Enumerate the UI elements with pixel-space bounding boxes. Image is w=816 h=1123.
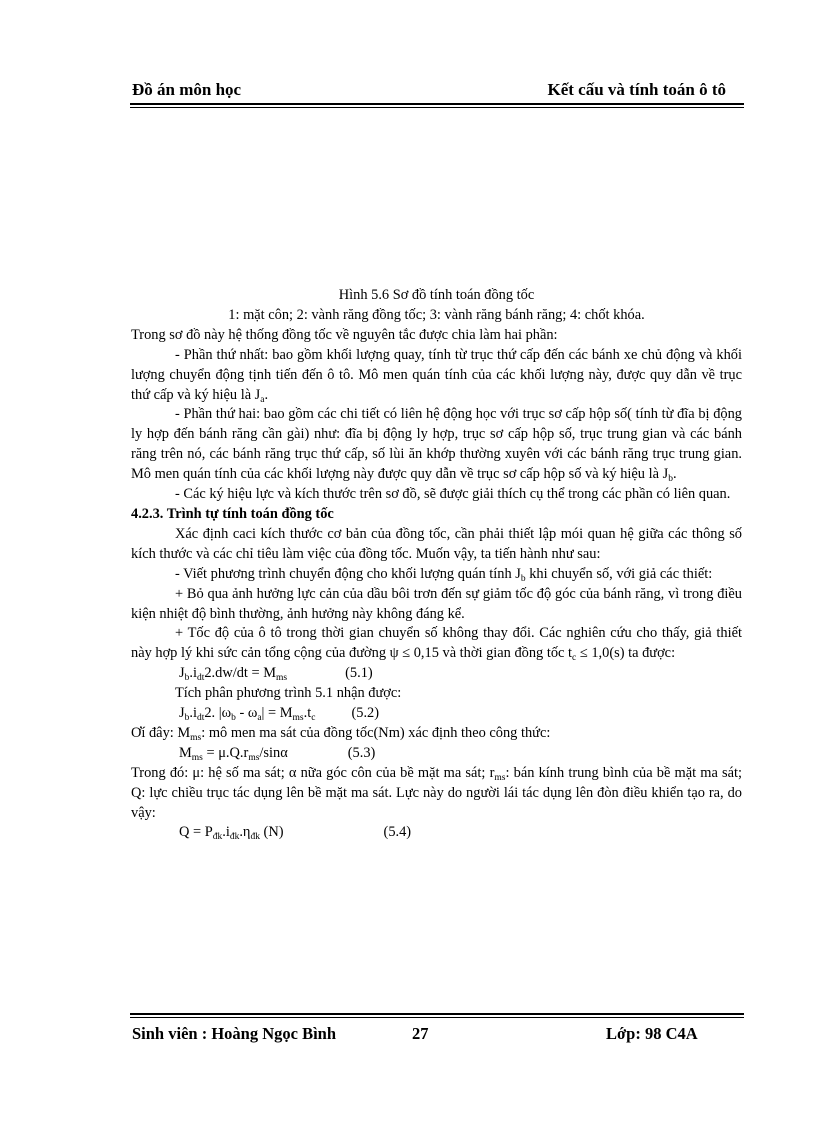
figure-caption: Hình 5.6 Sơ đồ tính toán đồng tốc: [338, 287, 535, 303]
paragraph: Tích phân phương trình 5.1 nhận được:: [175, 685, 402, 702]
equation-5-1: $J_b.i_{dt}2.dw/dt = M_{ms}$ (5.1): [179, 665, 373, 684]
paragraph: Xác định caci kích thước cơ bản của đồng tốc, cần phải thiết lập mói quan hệ giữa các thông số kích thước và các chỉ tiêu làm việc của đồng tốc. Muốn vậy, ta tiến hành như sau:: [131, 525, 742, 562]
paragraph: + Bỏ qua ảnh hưởng lực cản của dầu bôi trơn đến sự giảm tốc độ góc của bánh răng, vì trong điều kiện nhiệt độ bình thường, ảnh hưởng này không đáng kể.: [131, 585, 742, 622]
figure-legend: 1: mặt côn; 2: vành răng đồng tốc; 3: vành răng bánh răng; 4: chốt khóa.: [228, 306, 645, 323]
footer-student: Sinh viên : Hoàng Ngọc Bình: [132, 1024, 337, 1043]
footer-rule-thick: [130, 1013, 744, 1015]
paragraph: Trong sơ đồ này hệ thống đồng tốc về nguyên tắc được chia làm hai phần:: [131, 326, 558, 343]
paragraph: Ơí đây: $M_{ms}$: mô men ma sát của đồng tốc(Nm) xác định theo công thức:: [131, 724, 551, 743]
footer-rule-thin: [130, 1017, 744, 1018]
paragraph: - Các ký hiệu lực và kích thước trên sơ đồ, sẽ được giải thích cụ thể trong các phần có liên quan.: [175, 486, 731, 503]
header-rule-thin: [130, 107, 744, 108]
paragraph: - Viết phương trình chuyển động cho khối lượng quán tính $J_b$ khi chuyển số, với giả các thiết:: [175, 565, 713, 584]
paragraph: - Phần thứ hai: bao gồm các chi tiết có liên hệ động học với trục sơ cấp hộp số( tính từ đĩa bị động ly hợp đến bánh răng cần gài) như: đĩa bị động ly hợp, trục sơ cấp hộp số, trục trung gian và các bánh răng trên nó, các bánh răng trục thứ cấp, số lùi ăn khớp thường xuyên với các bánh răng trục trung gian. Mô men quán tính của các khối lượng này được quy dẫn về trục sơ cấp hộp số và ký hiệu là $J_b$.: [131, 406, 742, 485]
footer-class: Lớp: 98 C4A: [606, 1024, 698, 1043]
header-right: Kết cấu và tính toán ô tô: [547, 80, 726, 99]
footer-page-number: 27: [412, 1024, 429, 1043]
equation-5-2: $J_b.i_{dt}2$. $|\omega_b - \omega_a| = M_{ms}.t_c$ (5.2): [179, 705, 380, 724]
header-rule-thick: [130, 103, 744, 105]
header-left: Đồ án môn học: [132, 80, 242, 99]
section-heading: 4.2.3. Trình tự tính toán đồng tốc: [131, 505, 334, 522]
equation-5-3: $M_{ms} = \mu.Q.r_{ms}/\sin\alpha$ (5.3): [179, 744, 376, 763]
page-content: [131, 286, 742, 843]
paragraph: + Tốc độ của ô tô trong thời gian chuyển số không thay đổi. Các nghiên cứu cho thấy, giả thiết này hợp lý khi sức cản tổng cộng của đường ψ ≤ 0,15 và thời gian đồng tốc $t_c \le 1,0(s)$ ta được:: [131, 625, 742, 664]
equation-5-4: $Q = P_{đk}.i_{đk}.\eta_{đk}$ (N) (5.4): [179, 824, 412, 843]
paragraph: Trong đó: μ: hệ số ma sát; α nữa góc côn của bề mặt ma sát; $r_{ms}$: bán kính trung bình của bề mặt ma sát; Q: lực chiều trục tác dụng lên bề mặt ma sát. Lực này do người lái tác dụng lên đòn điều khiển tạo ra, do vậy:: [131, 764, 742, 821]
paragraph: - Phần thứ nhất: bao gồm khối lượng quay, tính từ trục thứ cấp đến các bánh xe chủ động và khối lượng chuyển động tịnh tiến đến ô tô. Mô men quán tính của các khối lượng này, được quy dẫn về trục thứ cấp và ký hiệu là $J_a$.: [131, 346, 742, 405]
